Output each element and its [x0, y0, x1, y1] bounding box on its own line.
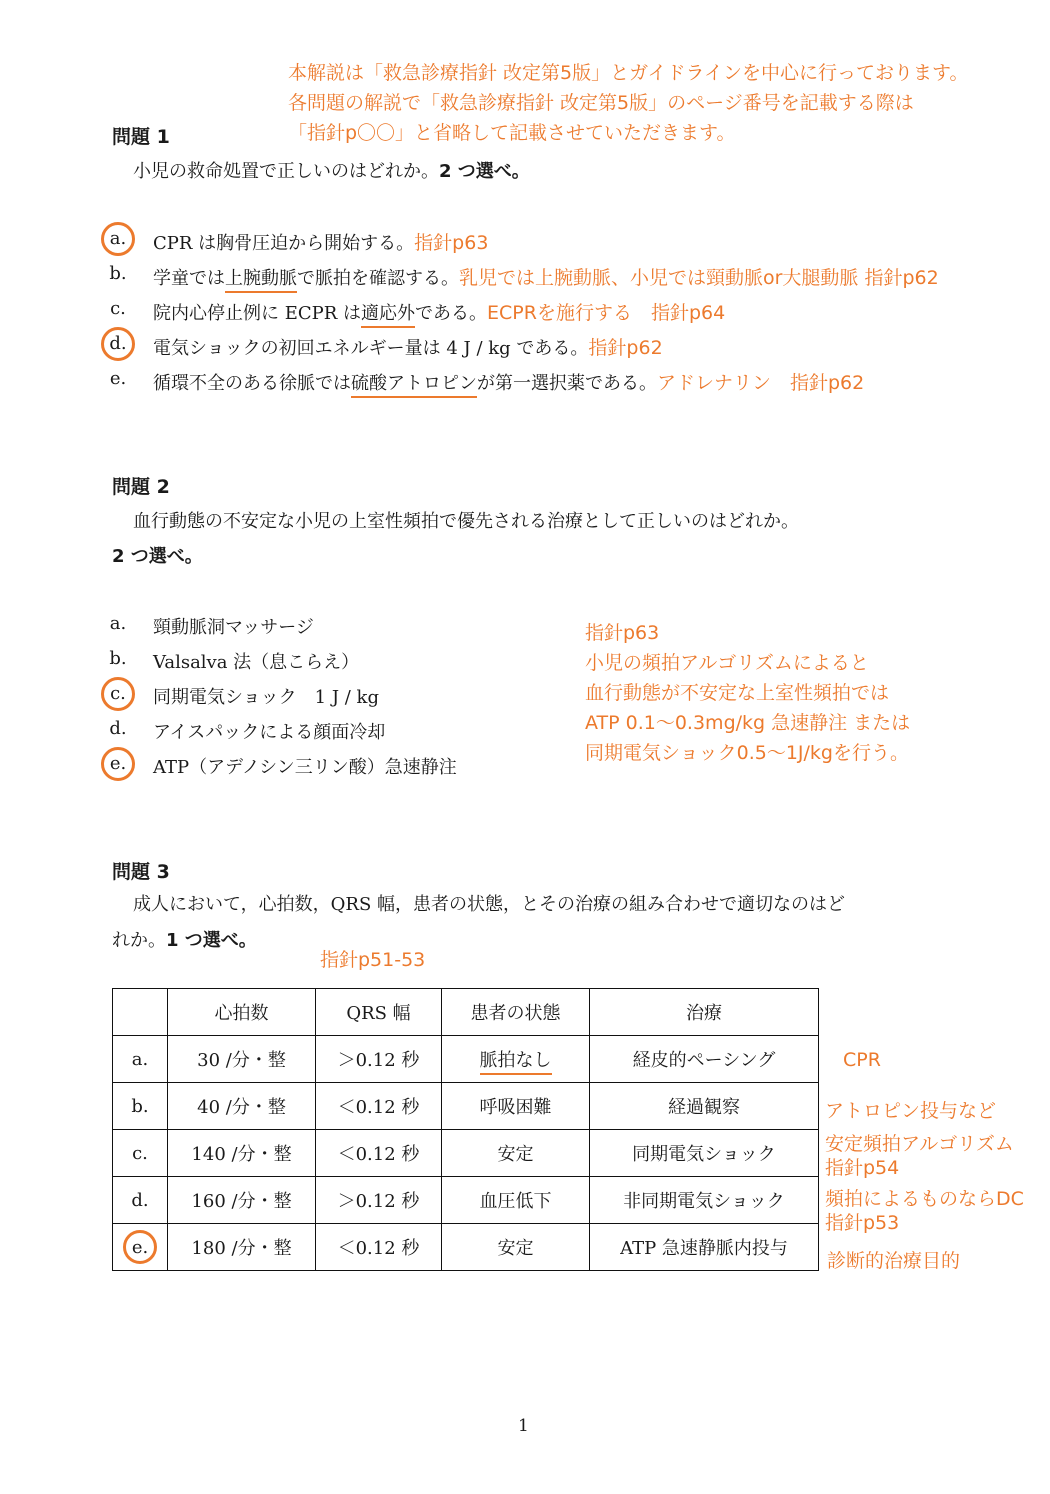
status-cell: 安定	[442, 1130, 590, 1177]
q3-header-label	[113, 989, 168, 1036]
q3-header-heart-rate: 心拍数	[168, 989, 316, 1036]
q1-option-e-post: が第一選択薬である。	[477, 373, 657, 394]
q3-table	[112, 988, 819, 1271]
q2-option-e: ATP（アデノシン三リン酸）急速静注	[153, 757, 457, 778]
heart-rate-cell: 30 /分・整	[168, 1036, 316, 1083]
q3-side-note-a: CPR	[843, 1049, 881, 1071]
qrs-cell: ＞0.12 秒	[316, 1036, 442, 1083]
status-cell: 血圧低下	[442, 1177, 590, 1224]
heart-rate-cell: 40 /分・整	[168, 1083, 316, 1130]
status-underlined: 脈拍なし	[480, 1050, 552, 1075]
row-label: c.	[113, 1130, 168, 1177]
row-label: b.	[113, 1083, 168, 1130]
q3-side-note-e: 診断的治療目的	[827, 1250, 961, 1272]
q2-note-line-3: 血行動態が不安定な上室性頻拍では	[585, 682, 890, 704]
q2-note-line-5: 同期電気ショック0.5〜1J/kgを行う。	[585, 742, 909, 764]
q3-side-note-c-line-1: 安定頻拍アルゴリズム	[825, 1133, 1014, 1155]
q1-option-c-label: c.	[110, 298, 126, 319]
q2-stem: 血行動態の不安定な小児の上室性頻拍で優先される治療として正しいのはどれか。	[133, 511, 799, 532]
row-label: a.	[113, 1036, 168, 1083]
treatment-cell: 非同期電気ショック	[590, 1177, 819, 1224]
qrs-cell: ＞0.12 秒	[316, 1177, 442, 1224]
q1-option-c-underlined: 適応外	[361, 303, 415, 328]
q1-option-a-label: a.	[109, 228, 127, 249]
q2-option-c-label: c.	[110, 683, 126, 704]
q1-option-b-post: で脈拍を確認する。	[297, 268, 459, 289]
q1-stem	[133, 157, 530, 183]
table-row	[113, 1083, 819, 1130]
q1-option-d	[153, 333, 663, 360]
table-row	[113, 1177, 819, 1224]
q2-note-line-1: 指針p63	[585, 622, 660, 644]
q3-stem-bold: 1 つ選べ。	[166, 930, 257, 951]
q3-header-treatment: 治療	[590, 989, 819, 1036]
q2-title: 問題 2	[112, 476, 170, 498]
q1-option-e-pre: 循環不全のある徐脈では	[153, 373, 351, 394]
header-note-line-3: 「指針p〇〇」と省略して記載させていただきます。	[288, 122, 736, 144]
page-number: 1	[518, 1416, 529, 1436]
q3-side-note-b: アトロピン投与など	[825, 1100, 997, 1122]
q3-stem-line-1: 成人において，心拍数，QRS 幅，患者の状態，とその治療の組み合わせで適切なのはど	[133, 894, 845, 915]
q3-side-note-d-line-1: 頻拍によるものならDC	[825, 1188, 1024, 1210]
qrs-cell: ＜0.12 秒	[316, 1130, 442, 1177]
q2-stem-bold: 2 つ選べ。	[112, 546, 203, 567]
treatment-cell: 同期電気ショック	[590, 1130, 819, 1177]
status-cell	[442, 1036, 590, 1083]
treatment-cell: 経皮的ペーシング	[590, 1036, 819, 1083]
q1-option-b-underlined: 上腕動脈	[225, 268, 297, 293]
q1-option-c-pre: 院内心停止例に ECPR は	[153, 303, 362, 324]
q1-option-a	[153, 228, 488, 255]
status-cell: 呼吸困難	[442, 1083, 590, 1130]
q2-option-a-label: a.	[109, 613, 127, 634]
heart-rate-cell: 140 /分・整	[168, 1130, 316, 1177]
q3-header-qrs: QRS 幅	[316, 989, 442, 1036]
q2-note-line-2: 小児の頻拍アルゴリズムによると	[585, 652, 869, 674]
q1-option-e	[153, 368, 864, 395]
qrs-cell: ＜0.12 秒	[316, 1224, 442, 1271]
q2-option-b-label: b.	[109, 648, 127, 669]
q2-option-b: Valsalva 法（息こらえ）	[153, 652, 360, 673]
q2-option-d: アイスパックによる顔面冷却	[153, 722, 386, 743]
q3-reference-note: 指針p51-53	[320, 949, 426, 971]
q1-stem-text: 小児の救命処置で正しいのはどれか。	[133, 161, 439, 182]
q2-option-d-label: d.	[109, 718, 127, 739]
q3-stem-line-2	[112, 926, 257, 952]
q1-option-e-label: e.	[109, 368, 127, 389]
q2-option-c: 同期電気ショック 1 J / kg	[153, 687, 379, 708]
q1-option-a-note: 指針p63	[414, 232, 489, 254]
q1-option-d-text: 電気ショックの初回エネルギー量は 4 J / kg である。	[153, 338, 589, 359]
treatment-cell: 経過観察	[590, 1083, 819, 1130]
q3-side-note-c-line-2: 指針p54	[825, 1157, 900, 1179]
row-label: d.	[113, 1177, 168, 1224]
q3-stem-line-2-text: れか。	[112, 930, 166, 951]
q3-table-header-row	[113, 989, 819, 1036]
status-cell: 安定	[442, 1224, 590, 1271]
q1-option-b-pre: 学童では	[153, 268, 225, 289]
q1-title: 問題 1	[112, 126, 170, 148]
q1-option-b-note: 乳児では上腕動脈、小児では頸動脈or大腿動脈 指針p62	[459, 267, 939, 289]
heart-rate-cell: 180 /分・整	[168, 1224, 316, 1271]
q2-note-line-4: ATP 0.1〜0.3mg/kg 急速静注 または	[585, 712, 911, 734]
q3-side-note-d-line-2: 指針p53	[825, 1212, 900, 1234]
q2-option-e-label: e.	[109, 753, 127, 774]
qrs-cell: ＜0.12 秒	[316, 1083, 442, 1130]
q1-option-b	[153, 263, 939, 290]
q1-option-a-text: CPR は胸骨圧迫から開始する。	[153, 233, 415, 254]
q1-option-c	[153, 298, 725, 325]
row-label-text: e.	[131, 1236, 149, 1258]
treatment-cell: ATP 急速静脈内投与	[590, 1224, 819, 1271]
q1-option-c-post: である。	[415, 303, 488, 324]
q1-option-e-underlined: 硫酸アトロピン	[351, 373, 477, 398]
q3-title: 問題 3	[112, 861, 170, 883]
table-row	[113, 1130, 819, 1177]
q1-option-e-note: アドレナリン 指針p62	[657, 372, 865, 394]
q3-header-status: 患者の状態	[442, 989, 590, 1036]
q1-option-d-note: 指針p62	[588, 337, 663, 359]
q1-option-c-note: ECPRを施行する 指針p64	[487, 302, 726, 324]
table-row	[113, 1224, 819, 1271]
header-note-line-1: 本解説は「救急診療指針 改定第5版」とガイドラインを中心に行っております。	[288, 62, 969, 84]
header-note-line-2: 各問題の解説で「救急診療指針 改定第5版」のページ番号を記載する際は	[288, 92, 914, 114]
table-row	[113, 1036, 819, 1083]
q1-option-d-label: d.	[109, 333, 127, 354]
q2-option-a: 頸動脈洞マッサージ	[153, 617, 314, 638]
q1-option-b-label: b.	[109, 263, 127, 284]
row-label	[113, 1224, 168, 1271]
q1-stem-bold: 2 つ選べ。	[439, 161, 530, 182]
heart-rate-cell: 160 /分・整	[168, 1177, 316, 1224]
